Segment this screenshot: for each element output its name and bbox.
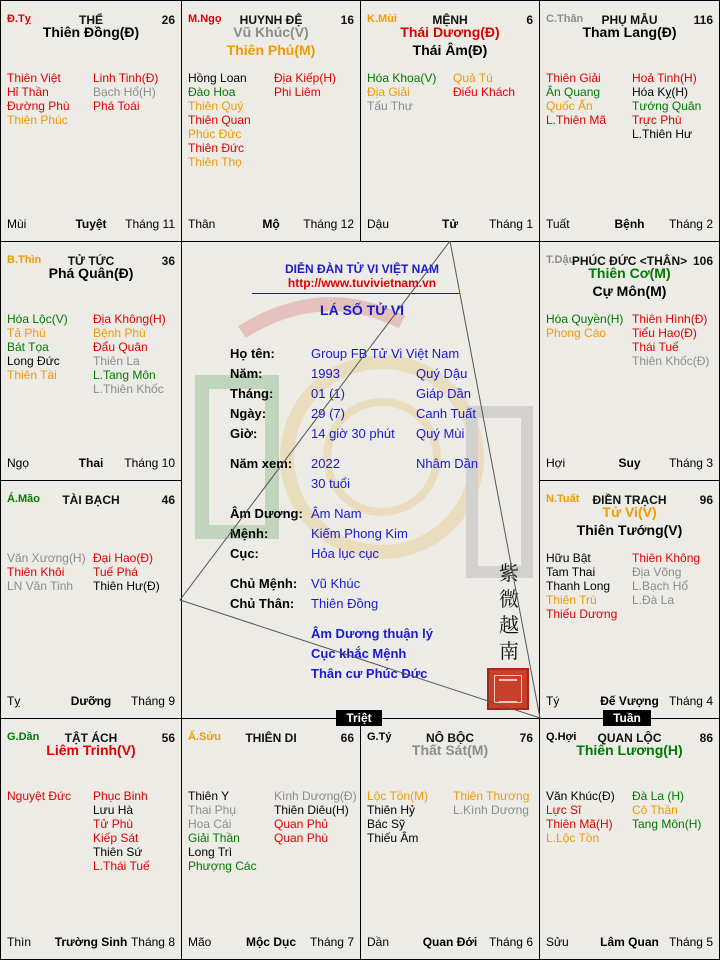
minor-stars-left	[546, 789, 615, 845]
minor-star: L.Bạch Hổ	[632, 579, 689, 593]
minor-stars-left	[546, 312, 623, 340]
minor-star: Lộc Tồn(M)	[367, 789, 429, 803]
palace-name: ĐIỀN TRẠCH	[592, 493, 667, 507]
palace-name: QUAN LỘC	[597, 731, 662, 745]
palace-footer	[7, 694, 175, 708]
seal-text	[494, 560, 524, 664]
palace-branch: Mùi	[7, 217, 27, 231]
info-value: Thiên Đồng	[311, 596, 379, 611]
palace-canchi: Đ.Tỵ	[7, 13, 31, 25]
minor-star: Thiên Hư(Đ)	[93, 579, 160, 593]
palace-canchi: Á.Mão	[7, 493, 40, 505]
minor-star: Bạch Hổ(H)	[93, 85, 156, 99]
palace-month: Tháng 8	[130, 935, 175, 949]
minor-star: Tử Phù	[93, 817, 134, 831]
minor-star: Hóa Khoa(V)	[367, 71, 437, 85]
main-star: Cự Môn(M)	[592, 283, 667, 299]
title-underline	[252, 293, 460, 294]
minor-star: Thiên Hình(Đ)	[632, 312, 708, 326]
palace-month: Tháng 7	[309, 935, 354, 949]
palace-name: TÀI BẠCH	[62, 493, 120, 507]
minor-star: Trực Phù	[632, 113, 682, 127]
minor-star: Thiên Không	[632, 551, 701, 565]
info-value: Group FB Tử Vi Việt Nam	[311, 346, 460, 361]
info-value: 30 tuổi	[311, 476, 351, 491]
palace-age: 96	[699, 493, 713, 507]
minor-star: Thiếu Âm	[367, 831, 419, 845]
palace-footer	[546, 456, 713, 470]
minor-star: Tuế Phá	[93, 565, 138, 579]
palace-month: Tháng 6	[488, 935, 533, 949]
minor-star: Thiếu Dương	[546, 607, 618, 621]
minor-star: L.Kình Dương	[453, 803, 529, 817]
main-stars	[5, 264, 177, 282]
palace-stage: Lâm Quan	[600, 935, 659, 949]
minor-star: Quan Phù	[274, 831, 329, 845]
minor-star: Phá Toái	[93, 99, 140, 113]
forum-url[interactable]: http://www.tuvivietnam.vn	[287, 276, 437, 290]
seal-char: 紫	[499, 561, 519, 585]
main-star: Thất Sát(M)	[411, 742, 489, 758]
palace-branch: Tuất	[546, 217, 570, 231]
info-value-canchi: Quý Dậu	[416, 366, 468, 381]
main-stars	[365, 741, 535, 759]
palace-age: 116	[693, 13, 713, 27]
palace-hoi[interactable]	[539, 718, 720, 960]
minor-stars-right	[632, 789, 701, 831]
info-value: Âm Nam	[311, 506, 362, 521]
minor-stars-left	[7, 551, 86, 593]
minor-star: Đào Hoa	[188, 85, 236, 99]
palace-canchi: Ấ.Sửu	[188, 731, 222, 743]
seal-stamp	[487, 668, 529, 710]
minor-star: Long Trì	[188, 845, 233, 859]
minor-star: Thái Tuế	[632, 340, 679, 354]
minor-star: Hỉ Thần	[7, 85, 49, 99]
minor-star: Thanh Long	[546, 579, 611, 593]
palace-footer	[367, 935, 533, 949]
info-value: Hỏa lục cục	[311, 546, 379, 561]
minor-star: Phi Liêm	[274, 85, 321, 99]
info-value: 2022	[311, 456, 340, 471]
minor-star: Hóa Kỵ(H)	[632, 85, 689, 99]
palace-footer	[546, 217, 713, 231]
seal-char: 微	[499, 587, 519, 611]
palace-age: 26	[161, 13, 175, 27]
seal-stamp-lines	[499, 679, 517, 703]
palace-header	[7, 493, 175, 509]
minor-star: Thiên Quý	[188, 99, 244, 113]
palace-canchi: T.Dậu	[546, 254, 576, 266]
forum-name: DIỄN ĐÀN TỬ VI VIỆT NAM	[285, 262, 439, 276]
main-stars	[544, 503, 715, 539]
minor-star: Thiên Khốc(Đ)	[632, 354, 710, 368]
minor-star: Quốc Ấn	[546, 99, 593, 113]
minor-star: Thiên La	[93, 354, 140, 368]
minor-star: Phong Cáo	[546, 326, 607, 340]
palace-header	[188, 731, 354, 747]
info-label: Chủ Thân:	[230, 596, 295, 611]
minor-stars-right	[93, 71, 158, 113]
minor-star: Bác Sỹ	[367, 817, 406, 831]
palace-stage: Quan Đới	[422, 935, 478, 949]
minor-star: Đẩu Quân	[93, 340, 148, 354]
info-label: Âm Dương:	[230, 506, 303, 521]
palace-branch: Ngọ	[7, 456, 30, 470]
palace-month: Tháng 5	[668, 935, 713, 949]
palace-branch: Thìn	[7, 935, 32, 949]
palace-dau[interactable]	[539, 241, 720, 481]
palace-branch: Thân	[188, 217, 216, 231]
palace-stage: Bệnh	[614, 217, 645, 231]
minor-star: Long Đức	[7, 354, 60, 368]
palace-canchi: K.Mùi	[367, 13, 397, 25]
main-stars	[544, 264, 715, 300]
main-star: Thiên Tướng(V)	[576, 522, 683, 538]
palace-branch: Sửu	[546, 935, 569, 949]
minor-star: L.Lộc Tồn	[546, 831, 600, 845]
minor-star: Hóa Quyền(H)	[546, 312, 624, 326]
palace-than[interactable]	[539, 0, 720, 242]
palace-month: Tháng 3	[668, 456, 713, 470]
minor-star: Cô Thần	[632, 803, 678, 817]
info-value-canchi: Canh Tuất	[416, 406, 476, 421]
minor-star: Điếu Khách	[453, 85, 516, 99]
minor-star: Văn Xương(H)	[7, 551, 86, 565]
minor-star: Thiên Hỷ	[367, 803, 416, 817]
main-star: Thiên Phủ(M)	[226, 42, 316, 58]
palace-month: Tháng 9	[130, 694, 175, 708]
palace-month: Tháng 1	[488, 217, 533, 231]
palace-ty2[interactable]	[360, 718, 540, 960]
info-value-canchi: Giáp Dần	[416, 386, 471, 401]
minor-star: Thiên Phúc	[7, 113, 68, 127]
minor-star: Bát Tọa	[7, 340, 49, 354]
minor-star: L.Thái Tuế	[93, 859, 150, 873]
palace-age: 6	[526, 13, 533, 27]
minor-stars-right	[93, 312, 166, 396]
main-stars	[186, 23, 356, 59]
info-label: Họ tên:	[230, 346, 275, 361]
minor-stars-right	[632, 312, 709, 368]
minor-stars-left	[188, 71, 251, 169]
info-value: 1993	[311, 366, 340, 381]
palace-dan[interactable]	[0, 718, 182, 960]
palace-branch: Hợi	[546, 456, 566, 470]
palace-canchi: N.Tuất	[546, 493, 580, 505]
palace-month: Tháng 11	[125, 217, 175, 231]
minor-stars-right	[93, 789, 150, 873]
minor-stars-right	[93, 551, 160, 593]
note-line: Cục khắc Mệnh	[311, 646, 407, 661]
palace-thin[interactable]	[0, 241, 182, 481]
minor-star: Kiếp Sát	[93, 831, 139, 845]
minor-star: Tam Thai	[546, 565, 596, 579]
palace-stage: Trường Sinh	[54, 935, 128, 949]
main-star: Thiên Cơ(M)	[588, 265, 671, 281]
minor-star: Thiên Quan	[188, 113, 251, 127]
triet-marker: Triệt	[336, 710, 382, 726]
minor-star: Tang Môn(H)	[632, 817, 702, 831]
palace-age: 106	[692, 254, 713, 268]
palace-branch: Dậu	[367, 217, 390, 231]
minor-star: L.Thiên Mã	[546, 113, 607, 127]
tuan-marker: Tuần	[603, 710, 651, 726]
palace-stage: Thai	[78, 456, 104, 470]
palace-branch: Dần	[367, 935, 390, 949]
palace-stage: Mộ	[262, 217, 280, 231]
minor-star: Tiểu Hao(Đ)	[632, 326, 697, 340]
palace-branch: Mão	[188, 935, 212, 949]
main-star: Thiên Đồng(Đ)	[42, 24, 140, 40]
info-label: Năm xem:	[230, 456, 293, 471]
minor-stars-left	[367, 789, 428, 845]
minor-star: Phượng Các	[188, 859, 257, 873]
minor-star: Hoả Tinh(H)	[632, 71, 697, 85]
palace-footer	[546, 935, 713, 949]
palace-ngo[interactable]	[181, 0, 361, 242]
palace-age: 36	[161, 254, 175, 268]
minor-stars-right	[632, 551, 700, 607]
minor-stars-right	[453, 789, 529, 817]
chart-title: LÁ SỐ TỬ VI	[320, 302, 404, 318]
palace-stage: Tuyệt	[75, 217, 107, 231]
minor-stars-left	[7, 312, 68, 382]
palace-footer	[367, 217, 533, 231]
palace-name: NÔ BỘC	[426, 731, 474, 745]
minor-star: Đà La (H)	[632, 789, 685, 803]
palace-month: Tháng 2	[668, 217, 713, 231]
minor-star: Thiên Việt	[7, 71, 61, 85]
minor-star: Hóa Lộc(V)	[7, 312, 68, 326]
palace-footer	[7, 935, 175, 949]
palace-age: 76	[519, 731, 533, 745]
palace-footer	[546, 694, 713, 708]
minor-star: Địa Giải	[367, 85, 410, 99]
minor-star: Lực Sĩ	[546, 803, 582, 817]
palace-stage: Dưỡng	[70, 694, 112, 708]
minor-star: Hữu Bật	[546, 551, 591, 565]
palace-name: THỂ	[79, 13, 103, 27]
palace-name: PHÚC ĐỨC <THÂN>	[571, 254, 688, 268]
seal-char: 南	[499, 639, 519, 663]
minor-star: L.Đà La	[632, 593, 675, 607]
minor-stars-left	[367, 71, 436, 113]
minor-star: Đường Phù	[7, 99, 70, 113]
minor-stars-right	[274, 789, 357, 845]
minor-star: Thiên Trù	[546, 593, 597, 607]
info-label: Năm:	[230, 366, 263, 381]
main-stars	[544, 23, 715, 41]
info-value: Kiếm Phong Kim	[311, 526, 408, 541]
main-star: Vũ Khúc(V)	[233, 24, 309, 40]
center-info	[181, 241, 540, 719]
info-label: Mệnh:	[230, 526, 269, 541]
note-line: Thân cư Phúc Đức	[311, 666, 428, 681]
minor-star: Ân Quang	[546, 85, 601, 99]
palace-mao[interactable]	[0, 480, 182, 719]
palace-name: MỆNH	[432, 13, 468, 27]
minor-stars-left	[546, 551, 617, 621]
palace-ty[interactable]	[0, 0, 182, 242]
main-star: Phá Quân(Đ)	[48, 265, 134, 281]
palace-stage: Suy	[618, 456, 641, 470]
minor-star: Phúc Đức	[188, 127, 242, 141]
palace-canchi: C.Thân	[546, 13, 584, 25]
minor-star: L.Thiên Khốc	[93, 382, 164, 396]
main-star: Thái Dương(Đ)	[400, 24, 500, 40]
minor-star: Thiên Đức	[188, 141, 245, 155]
minor-star: Thiên Thương	[453, 789, 530, 803]
minor-star: Địa Kiếp(H)	[274, 71, 337, 85]
palace-footer	[188, 935, 354, 949]
info-value: 14 giờ 30 phút	[311, 426, 395, 441]
minor-star: Giải Thần	[188, 831, 240, 845]
info-value-canchi: Nhâm Dần	[416, 456, 479, 471]
palace-footer	[188, 217, 354, 231]
palace-canchi: Q.Hợi	[546, 731, 577, 743]
palace-canchi: G.Dần	[7, 731, 40, 743]
minor-star: Kình Dương(Đ)	[274, 789, 357, 803]
minor-star: Tả Phù	[7, 326, 46, 340]
info-value: Vũ Khúc	[311, 576, 361, 591]
minor-star: Thiên Khôi	[7, 565, 65, 579]
minor-star: Bệnh Phù	[93, 326, 146, 340]
info-value: 29 (7)	[311, 406, 345, 421]
palace-name: TẬT ÁCH	[64, 731, 118, 745]
minor-star: Thiên Sứ	[93, 845, 143, 859]
palace-month: Tháng 4	[668, 694, 713, 708]
minor-star: Thiên Giải	[546, 71, 601, 85]
minor-star: Văn Khúc(Đ)	[546, 789, 615, 803]
palace-age: 56	[161, 731, 175, 745]
palace-stage: Đế Vượng	[600, 694, 659, 708]
seal-char: 越	[499, 613, 519, 637]
palace-canchi: G.Tý	[367, 731, 392, 743]
palace-tuat[interactable]	[539, 480, 720, 719]
palace-stage: Mộc Dục	[245, 935, 296, 949]
minor-star: Tướng Quân	[632, 99, 702, 113]
main-stars	[365, 23, 535, 59]
minor-stars-left	[7, 71, 70, 127]
info-value: 01 (1)	[311, 386, 345, 401]
palace-footer	[7, 456, 175, 470]
palace-canchi: B.Thìn	[7, 254, 42, 266]
palace-footer	[7, 217, 175, 231]
minor-star: Địa Không(H)	[93, 312, 166, 326]
info-label: Giờ:	[230, 426, 258, 441]
minor-star: Tấu Thư	[367, 99, 413, 113]
main-star: Tham Lang(Đ)	[582, 24, 677, 40]
main-star: Tử Vi(V)	[602, 504, 657, 520]
minor-star: Thai Phụ	[188, 803, 237, 817]
minor-star: Đại Hao(Đ)	[93, 551, 154, 565]
minor-star: Phục Binh	[93, 789, 148, 803]
main-star: Thiên Lương(H)	[576, 742, 683, 758]
palace-name: TỬ TỨC	[67, 254, 115, 268]
palace-name: THIÊN DI	[245, 731, 297, 745]
info-label: Tháng:	[230, 386, 274, 401]
note-line: Âm Dương thuận lý	[311, 626, 433, 641]
palace-stage: Tử	[441, 217, 459, 231]
main-star: Thái Âm(Đ)	[412, 42, 488, 58]
minor-star: Thiên Mã(H)	[546, 817, 613, 831]
info-value-canchi: Quý Mùi	[416, 426, 465, 441]
minor-stars-right	[453, 71, 515, 99]
minor-star: Quan Phủ	[274, 817, 329, 831]
palace-age: 16	[340, 13, 354, 27]
minor-stars-right	[632, 71, 701, 141]
minor-star: L.Tang Môn	[93, 368, 156, 382]
palace-age: 86	[699, 731, 713, 745]
palace-mui[interactable]	[360, 0, 540, 242]
minor-stars-left	[7, 789, 71, 803]
main-star: Liêm Trinh(V)	[46, 742, 136, 758]
minor-star: Thiên Y	[188, 789, 230, 803]
main-stars	[5, 23, 177, 41]
minor-star: Thiên Diêu(H)	[274, 803, 349, 817]
palace-age: 66	[340, 731, 354, 745]
minor-star: Thiên Tài	[7, 368, 57, 382]
minor-star: Hồng Loan	[188, 71, 247, 85]
minor-star: Quả Tú	[453, 71, 493, 85]
minor-star: Địa Võng	[632, 565, 682, 579]
minor-star: Hoa Cái	[188, 817, 232, 831]
palace-name: PHỤ MẪU	[601, 13, 658, 27]
info-label: Chủ Mệnh:	[230, 576, 298, 591]
palace-branch: Tý	[546, 694, 560, 708]
minor-stars-left	[188, 789, 257, 873]
palace-suu[interactable]	[181, 718, 361, 960]
palace-month: Tháng 10	[124, 456, 175, 470]
minor-star: L.Thiên Hư	[632, 127, 693, 141]
palace-age: 46	[161, 493, 175, 507]
palace-canchi: M.Ngọ	[188, 13, 222, 25]
minor-star: Linh Tinh(Đ)	[93, 71, 159, 85]
info-label: Cục:	[230, 546, 259, 561]
minor-star: Thiên Thọ	[188, 155, 242, 169]
palace-month: Tháng 12	[303, 217, 354, 231]
minor-star: LN Văn Tinh	[7, 579, 74, 593]
main-stars	[5, 741, 177, 759]
minor-stars-right	[274, 71, 336, 99]
minor-star: Lưu Hà	[93, 803, 134, 817]
main-stars	[544, 741, 715, 759]
palace-name: HUYNH ĐỆ	[239, 13, 303, 27]
minor-stars-left	[546, 71, 606, 127]
info-label: Ngày:	[230, 406, 267, 421]
palace-branch: Tỵ	[7, 694, 21, 708]
minor-star: Nguyệt Đức	[7, 789, 72, 803]
